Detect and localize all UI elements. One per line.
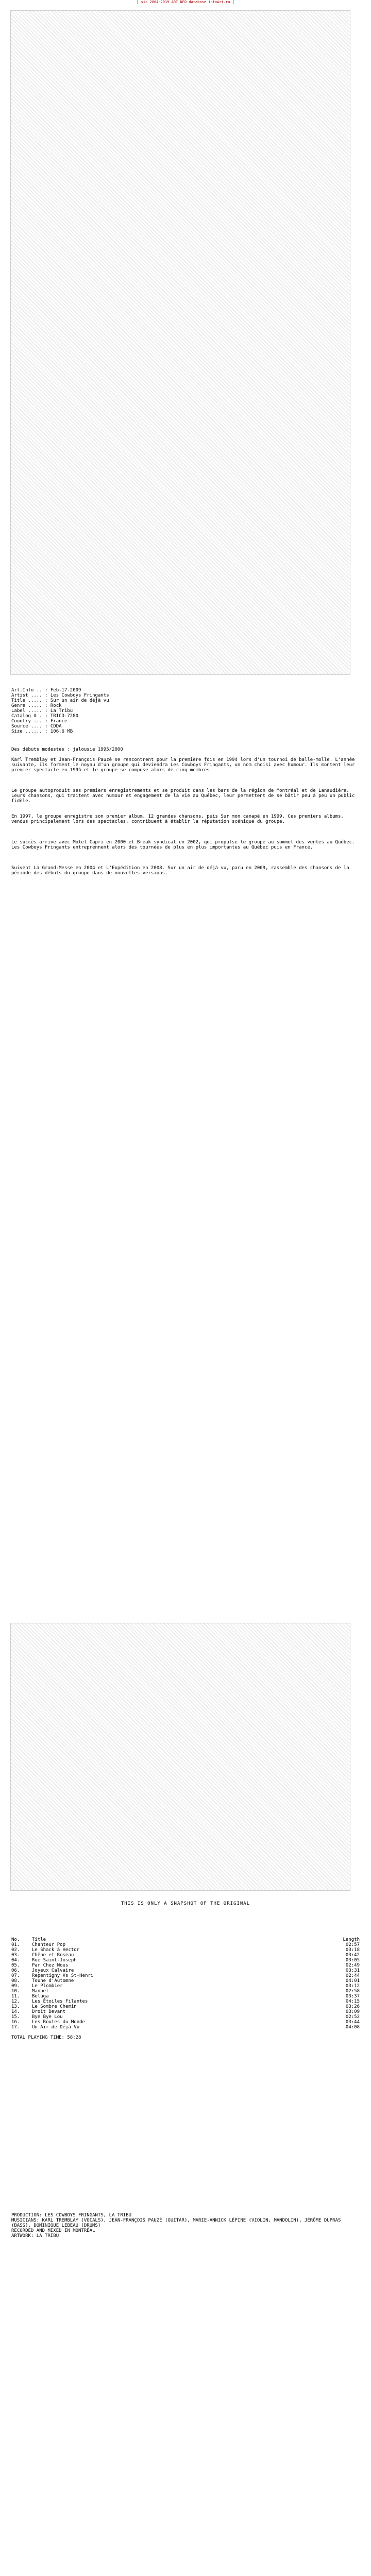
track-row: 17. Un Air de Déjà Vu 04:08 <box>11 2025 360 2030</box>
bio-title: Des débuts modestes : jalousie 1995/2000 <box>11 747 123 752</box>
track-row: 09. Le Plombier 03:12 <box>11 1984 360 1989</box>
total-time: TOTAL PLAYING TIME: 58:28 <box>11 2035 81 2040</box>
scroll-ansi-artwork <box>10 1623 350 1891</box>
track-row: 13. Le Sombre Chemin 03:26 <box>11 2004 360 2009</box>
track-row: 16. Les Routes du Monde 03:44 <box>11 2020 360 2025</box>
track-row: 14. Droit Devant 03:09 <box>11 2009 360 2014</box>
track-row: 11. Beluga 03:37 <box>11 1994 360 1999</box>
bio-paragraph: En 1997, le groupe enregistre son premier album, 12 grandes chansons, puis Sur mon canapé en 1999. Ces premiers albums, vendus principalement lors des spectacles, contribuent à établir la réputation scénique du groupe. <box>11 814 347 824</box>
track-row: 15. Bye Bye Lou 02:52 <box>11 2014 360 2020</box>
track-row: 12. Les Étoiles Filantes 04:15 <box>11 1999 360 2004</box>
credit-line: RECORDED AND MIXED IN MONTRÉAL <box>11 2228 95 2233</box>
track-row: 07. Repentigny Vs St-Henri 02:44 <box>11 1973 360 1978</box>
credit-line: MUSICIANS: KARL TREMBLAY (VOCALS), JEAN-FRANÇOIS PAUZÉ (GUITAR), MARIE-ANNICK LÉPINE (VIOLIN, MANDOLIN), JÉRÔME DUPRAS (BASS), DOMINIQUE LEBEAU (DRUMS) <box>11 2218 344 2228</box>
track-row: 06. Joyeux Calvaire 03:31 <box>11 1968 360 1973</box>
source-header: [ sic 2004-2019 ART NFO database infoArt.ru ] <box>137 0 234 4</box>
track-row: 10. Manuel 02:58 <box>11 1989 360 1994</box>
bio-paragraph: Le succès arrive avec Motel Capri en 2000 et Break syndical en 2002, qui propulse le groupe au sommet des ventes au Québec. Les Cowboys Fringants entreprennent alors des tournées de plus en plus importantes au Québec puis en France. <box>11 840 358 850</box>
bio-paragraph: Karl Tremblay et Jean-François Pauzé se rencontrent pour la première fois en 1994 lors d'un tournoi de balle-molle. L'année suivante, ils forment le noyau d'un groupe qui deviendra Les Cowboys Fringants, un nom choisi avec humour. Ils montent leur premier spectacle en 1995 et le groupe se compose alors de cinq membres. <box>11 757 358 773</box>
credit-line: PRODUCTION: LES COWBOYS FRINGANTS, LA TRIBU <box>11 2213 131 2218</box>
release-meta: Art.Info .. : Feb-17-2009 Artist .... : Les Cowboys Fringants Title ..... : Sur un air de déjà vu Genre ..... : Rock Label ..... : La Tribu Catalog # . : TRICD-7280 Country ... : France Source .... : CDDA Size ...... : 106,6 MB <box>11 688 109 734</box>
bio-paragraph: Suivent La Grand-Messe en 2004 et L'Expédition en 2008. Sur un air de déjà vu, paru en 2009, rassemble des chansons de la période des débuts du groupe dans de nouvelles versions. <box>11 866 352 876</box>
track-row: 02. Le Shack à Hector 03:18 <box>11 1947 360 1953</box>
track-row: 04. Rue Saint-Joseph 03:05 <box>11 1958 360 1963</box>
credits <box>11 2213 360 2239</box>
snapshot-caption: THIS IS ONLY A SNAPSHOT OF THE ORIGINAL <box>121 1901 250 1906</box>
bio-paragraph: Le groupe autoproduit ses premiers enregistrements et se produit dans les bars de la région de Montréal et de Lanaudière. Leurs chansons, qui traitent avec humour et engagement de la vie au Québec, leur permettent de se bâtir peu à peu un public fidèle. <box>11 788 358 804</box>
credit-line: ARTWORK: LA TRIBU <box>11 2233 59 2239</box>
track-row: 03. Chêne et Roseau 03:42 <box>11 1953 360 1958</box>
track-row: 08. Toune d'Automne 04:01 <box>11 1978 360 1984</box>
skull-ansi-artwork <box>10 10 350 675</box>
track-row: 05. Par Chez Nous 02:49 <box>11 1963 360 1968</box>
tracklist-header: No. Title Length <box>11 1937 360 1942</box>
track-row: 01. Chanteur Pop 02:57 <box>11 1942 360 1947</box>
tracklist <box>11 1937 360 2040</box>
